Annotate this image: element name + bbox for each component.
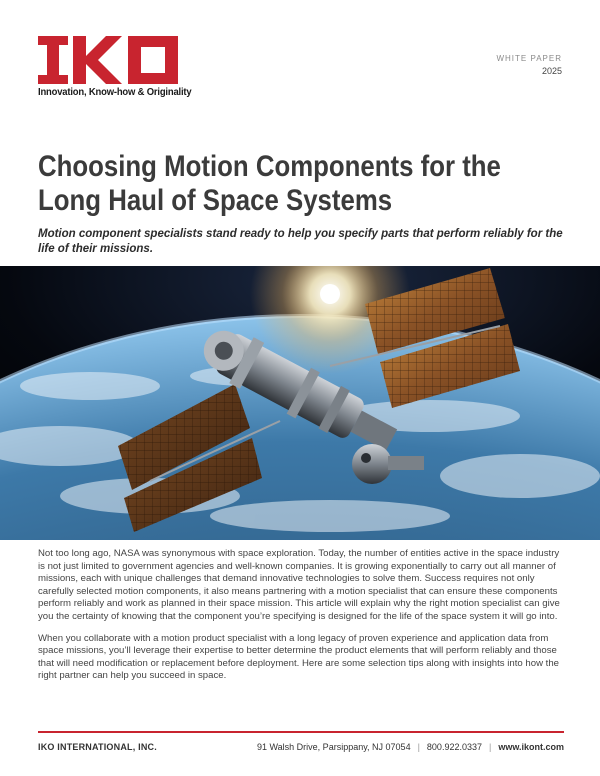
footer-divider — [38, 731, 564, 733]
footer-address: 91 Walsh Drive, Parsippany, NJ 07054 — [257, 742, 411, 752]
footer-separator: | — [417, 742, 420, 752]
article-title — [38, 150, 501, 218]
footer-phone: 800.922.0337 — [426, 742, 482, 752]
document-type: WHITE PAPER — [496, 54, 562, 63]
footer-contact — [257, 742, 564, 752]
iko-logo — [38, 36, 178, 86]
hero-image-space-station — [0, 266, 600, 540]
body-paragraph-1: Not too long ago, NASA was synonymous with space exploration. Today, the number of entities active in the space industry is not just limited to government agencies and well-known companies. It is growing exponentially to carry out all manner of missions, each with unique challenges that demand innovative technologies to solve them. Success requires not only carefully selected motion components, it also means partnering with a motion specialist that can ensure these components perform reliably and work as planned in their space mission. This article will explain why the right motion specialist can give you the certainty of knowing that the component you’re specifying is designed for the life of the space system it will go into. — [38, 548, 560, 622]
space-station-illustration — [0, 266, 600, 540]
title-line-2: Long Haul of Space Systems — [38, 184, 393, 217]
footer-company-name: IKO INTERNATIONAL, INC. — [38, 742, 157, 752]
article-body — [38, 548, 564, 692]
document-type-block — [496, 54, 562, 76]
footer — [38, 742, 564, 752]
document-year: 2025 — [541, 66, 562, 76]
title-line-1: Choosing Motion Components for the — [38, 150, 501, 183]
company-tagline: Innovation, Know-how & Originality — [38, 86, 192, 98]
article-subtitle: Motion component specialists stand ready to help you specify parts that perform reliably for the life of their missions. — [38, 228, 563, 255]
footer-website-link[interactable]: www.ikont.com — [498, 742, 564, 752]
body-paragraph-2: When you collaborate with a motion product specialist with a long legacy of proven experience and application data from space missions, you’ll leverage their expertise to better determine the product elements that will perform reliably and those that will need modification or replacement before deployment. Here are some selection tips along with insights into how the right partner can help you succeed in space. — [38, 632, 560, 682]
footer-separator: | — [488, 742, 492, 752]
iko-logo-mark — [38, 36, 178, 86]
